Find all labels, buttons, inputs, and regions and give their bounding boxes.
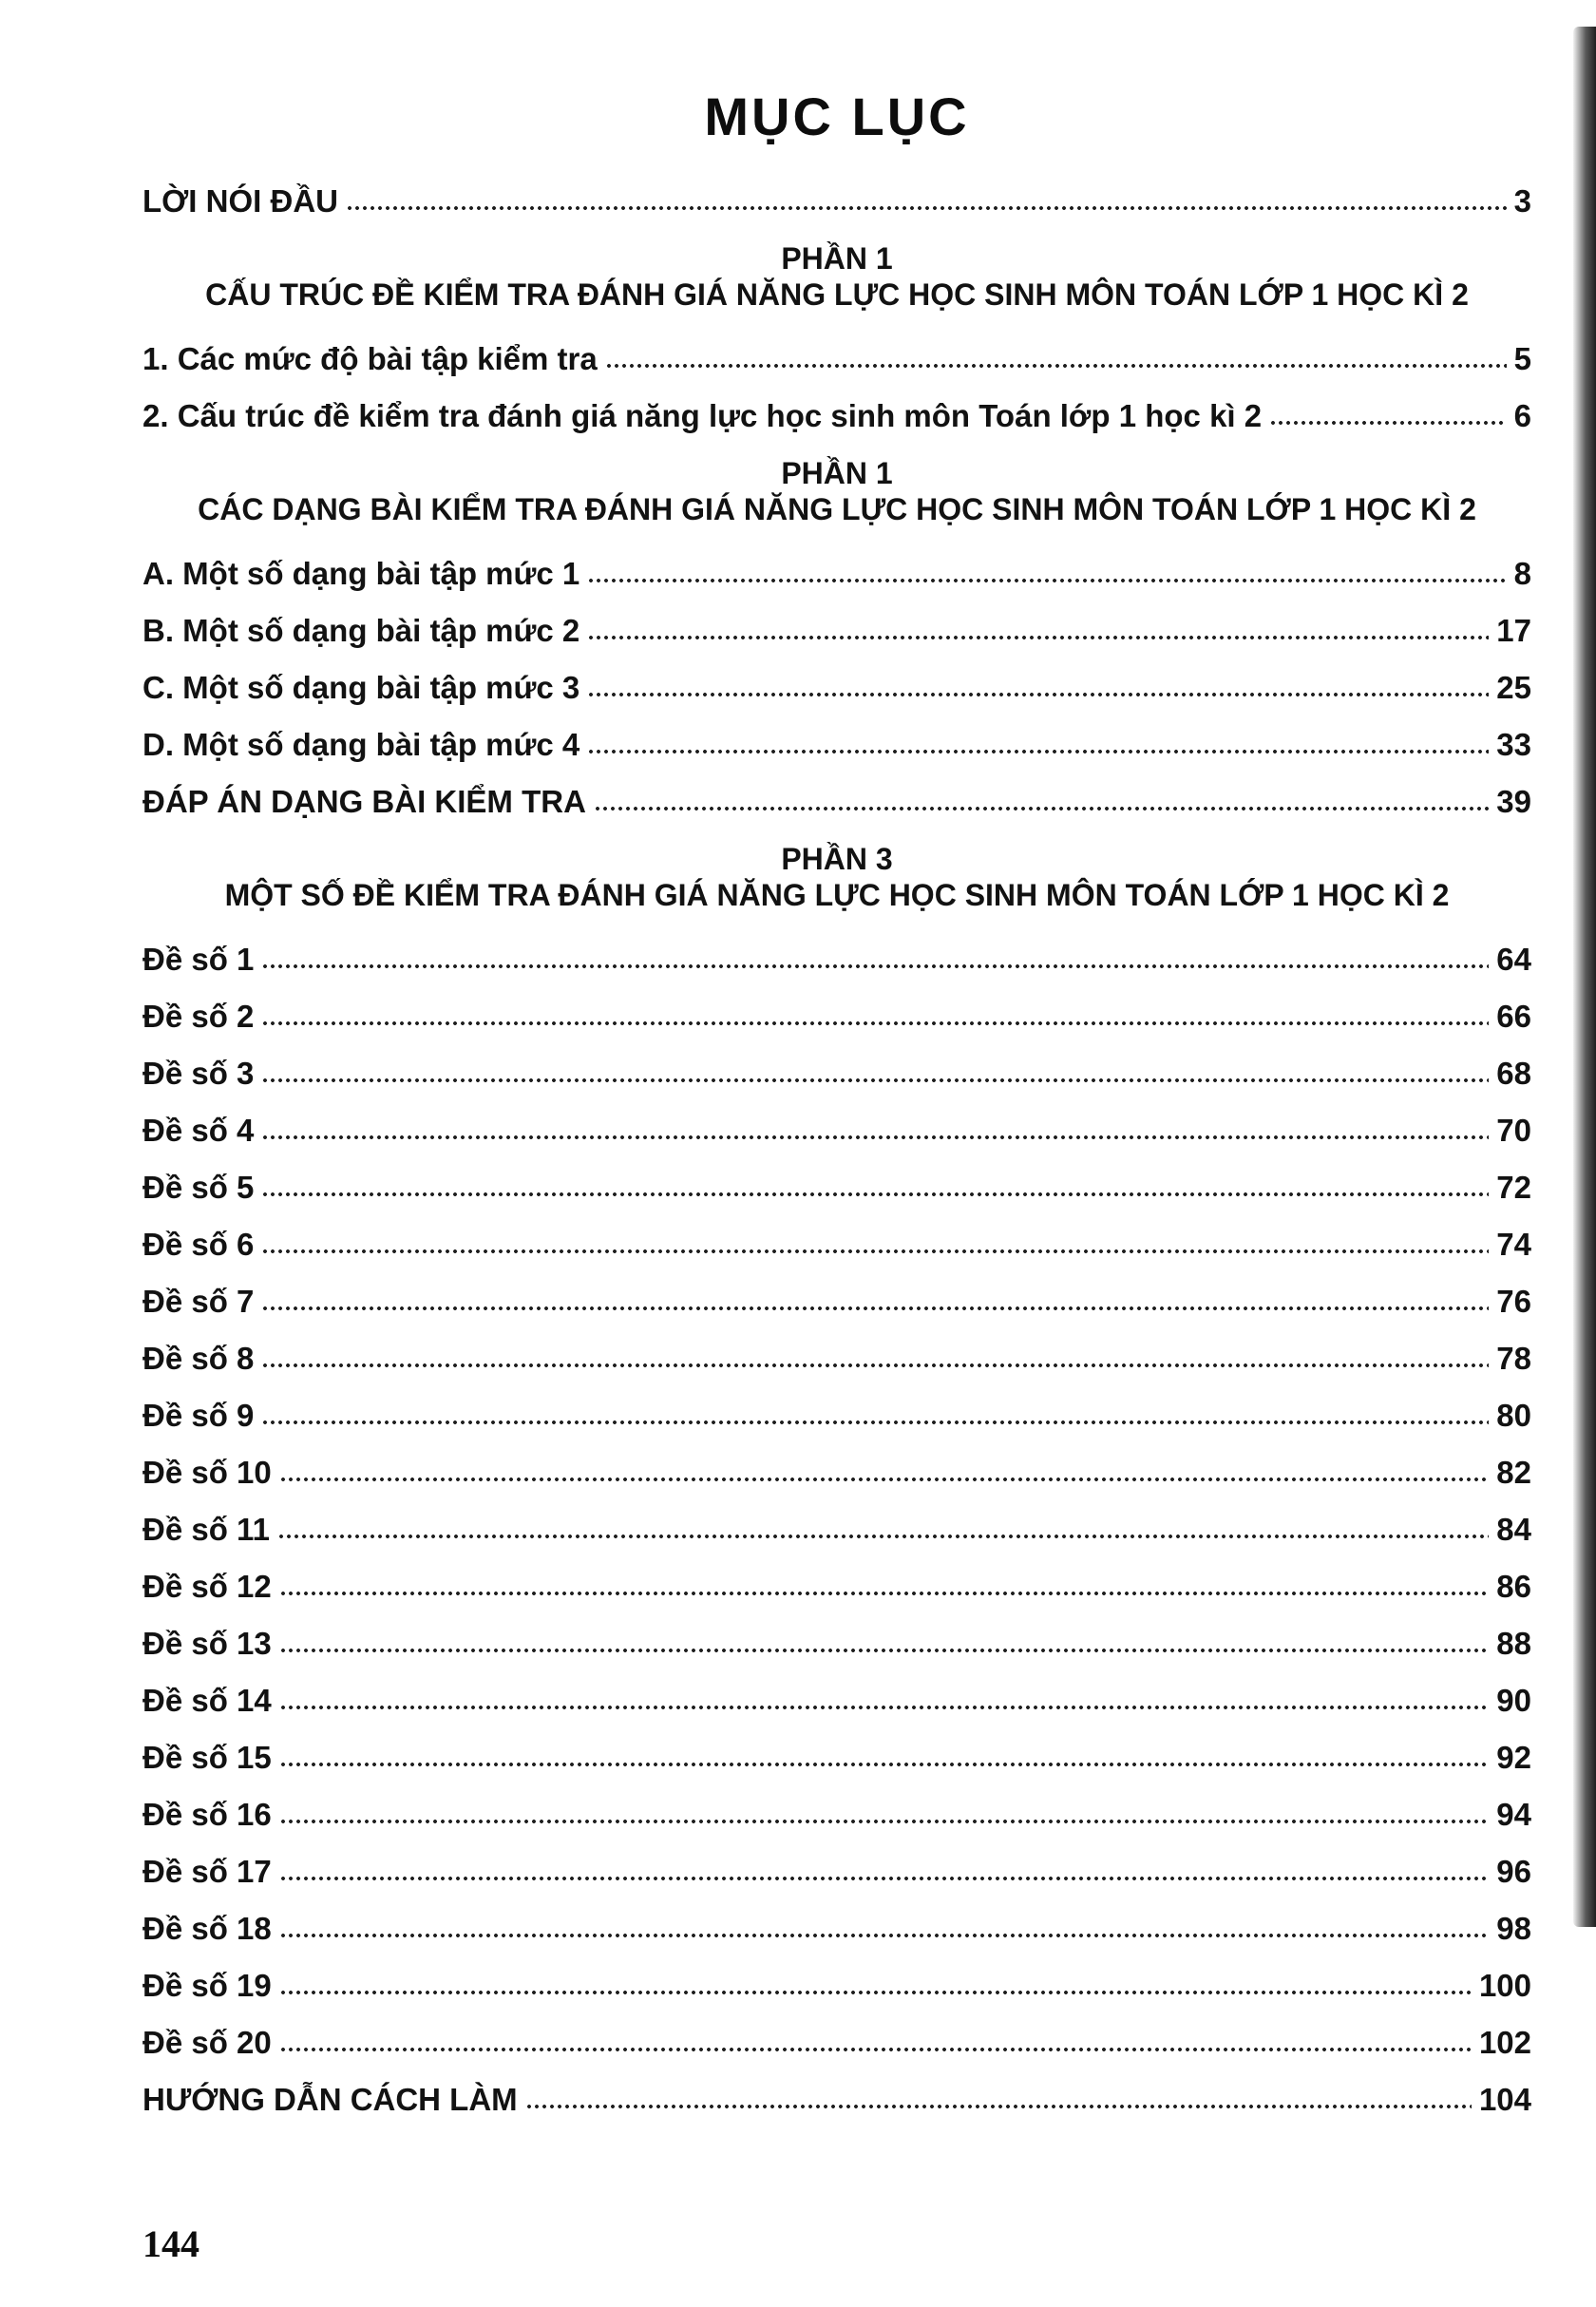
toc-entry-page: 82 xyxy=(1496,1455,1531,1490)
dotted-leader xyxy=(279,1874,1490,1883)
toc-entry-label: Đề số 3 xyxy=(142,1056,255,1091)
toc-entry-label: A. Một số dạng bài tập mức 1 xyxy=(142,556,580,591)
dotted-leader xyxy=(261,1019,1489,1028)
section-header xyxy=(142,240,1531,313)
toc-entry-label: Đề số 8 xyxy=(142,1341,255,1376)
toc-entry-label: Đề số 9 xyxy=(142,1398,255,1433)
toc-entry xyxy=(142,999,1531,1035)
dotted-leader xyxy=(261,1418,1489,1427)
dotted-leader xyxy=(587,576,1506,585)
toc-entry-page: 102 xyxy=(1478,2025,1531,2060)
dotted-leader xyxy=(261,1076,1489,1085)
scan-edge-artifact xyxy=(1573,27,1596,1927)
dotted-leader xyxy=(261,1361,1489,1370)
toc-entry xyxy=(142,2082,1531,2118)
toc-entry xyxy=(142,1911,1531,1947)
toc-entry-page: 3 xyxy=(1513,183,1531,219)
dotted-leader xyxy=(279,2045,1472,2054)
toc-entry-page: 80 xyxy=(1496,1398,1531,1433)
toc-entry-label: Đề số 1 xyxy=(142,942,255,977)
dotted-leader xyxy=(261,962,1489,971)
section-header xyxy=(142,455,1531,527)
toc-entry-page: 70 xyxy=(1496,1113,1531,1148)
section-part-label: PHẦN 1 xyxy=(781,241,893,276)
toc-entry-page: 74 xyxy=(1496,1227,1531,1262)
toc-entry-label: ĐÁP ÁN DẠNG BÀI KIỂM TRA xyxy=(142,784,586,819)
toc-entry-page: 6 xyxy=(1513,398,1531,433)
dotted-leader xyxy=(587,747,1489,756)
dotted-leader xyxy=(594,804,1489,813)
dotted-leader xyxy=(261,1133,1489,1142)
toc-entry xyxy=(142,1968,1531,2004)
dotted-leader xyxy=(261,1190,1489,1199)
toc-entry-page: 17 xyxy=(1496,613,1531,648)
toc-entry-label: Đề số 20 xyxy=(142,2025,272,2060)
toc-entry-label: 1. Các mức độ bài tập kiểm tra xyxy=(142,341,598,376)
dotted-leader xyxy=(279,1988,1472,1997)
toc-entry xyxy=(142,1569,1531,1605)
toc-entry xyxy=(142,1227,1531,1263)
dotted-leader xyxy=(279,1646,1490,1655)
toc-entry xyxy=(142,556,1531,592)
toc-entry xyxy=(142,341,1531,377)
toc-entry-page: 72 xyxy=(1496,1170,1531,1205)
dotted-leader xyxy=(261,1304,1489,1313)
toc-entry-label: Đề số 7 xyxy=(142,1284,255,1319)
dotted-leader xyxy=(605,361,1507,371)
toc-entry-page: 86 xyxy=(1496,1569,1531,1604)
toc-entry-page: 92 xyxy=(1496,1740,1531,1775)
dotted-leader xyxy=(1269,418,1507,428)
toc-entry-page: 64 xyxy=(1496,942,1531,977)
toc-entry-label: Đề số 6 xyxy=(142,1227,255,1262)
toc-entry-page: 94 xyxy=(1496,1797,1531,1832)
toc-entry-label: Đề số 12 xyxy=(142,1569,272,1604)
toc-entry-label: Đề số 4 xyxy=(142,1113,255,1148)
toc-entry-page: 68 xyxy=(1496,1056,1531,1091)
toc-entry xyxy=(142,670,1531,706)
section-title: CÁC DẠNG BÀI KIỂM TRA ĐÁNH GIÁ NĂNG LỰC HỌC SINH MÔN TOÁN LỚP 1 HỌC KÌ 2 xyxy=(198,492,1476,526)
toc-entry-label: LỜI NÓI ĐẦU xyxy=(142,183,338,219)
dotted-leader xyxy=(525,2102,1472,2111)
page-title: MỤC LỤC xyxy=(704,86,970,146)
dotted-leader xyxy=(279,1475,1490,1484)
dotted-leader xyxy=(279,1817,1490,1826)
toc-entry xyxy=(142,1512,1531,1548)
dotted-leader xyxy=(587,633,1489,642)
toc-entry-label: Đề số 14 xyxy=(142,1683,272,1718)
toc-entry xyxy=(142,1626,1531,1662)
toc-entry-label: Đề số 19 xyxy=(142,1968,272,2003)
toc-entry-label: D. Một số dạng bài tập mức 4 xyxy=(142,727,580,762)
toc-entry-page: 76 xyxy=(1496,1284,1531,1319)
toc-entry-page: 90 xyxy=(1496,1683,1531,1718)
dotted-leader xyxy=(587,690,1489,699)
toc-entry xyxy=(142,784,1531,820)
toc-entry-page: 84 xyxy=(1496,1512,1531,1547)
section-part-label: PHẦN 3 xyxy=(781,842,893,876)
toc-entry xyxy=(142,1170,1531,1206)
dotted-leader xyxy=(277,1532,1489,1541)
toc-entry-page: 5 xyxy=(1513,341,1531,376)
dotted-leader xyxy=(279,1760,1490,1769)
toc-entry-label: Đề số 18 xyxy=(142,1911,272,1946)
toc-entry xyxy=(142,1455,1531,1491)
toc-entry-page: 78 xyxy=(1496,1341,1531,1376)
toc-entry xyxy=(142,2025,1531,2061)
toc-entry-label: Đề số 17 xyxy=(142,1854,272,1889)
toc-entry-label: Đề số 5 xyxy=(142,1170,255,1205)
toc-entry xyxy=(142,1398,1531,1434)
dotted-leader xyxy=(261,1247,1489,1256)
toc-entry xyxy=(142,727,1531,763)
toc-entry-page: 66 xyxy=(1496,999,1531,1034)
toc-entry xyxy=(142,1797,1531,1833)
toc-entry xyxy=(142,1854,1531,1890)
toc-entry-page: 104 xyxy=(1478,2082,1531,2117)
toc-entry-page: 98 xyxy=(1496,1911,1531,1946)
toc-entry xyxy=(142,613,1531,649)
toc-entry-page: 96 xyxy=(1496,1854,1531,1889)
section-title: MỘT SỐ ĐỀ KIỂM TRA ĐÁNH GIÁ NĂNG LỰC HỌC SINH MÔN TOÁN LỚP 1 HỌC KÌ 2 xyxy=(224,878,1450,912)
toc-entry-page: 33 xyxy=(1496,727,1531,762)
toc-list xyxy=(142,183,1531,2118)
page-number-footer: 144 xyxy=(142,2222,200,2265)
toc-entry-page: 100 xyxy=(1478,1968,1531,2003)
toc-entry xyxy=(142,1113,1531,1149)
toc-entry xyxy=(142,398,1531,434)
toc-entry-label: Đề số 11 xyxy=(142,1512,270,1547)
dotted-leader xyxy=(346,203,1507,213)
toc-entry xyxy=(142,1284,1531,1320)
toc-entry-page: 88 xyxy=(1496,1626,1531,1661)
toc-entry-label: Đề số 10 xyxy=(142,1455,272,1490)
toc-entry-label: Đề số 16 xyxy=(142,1797,272,1832)
toc-entry-label: HƯỚNG DẪN CÁCH LÀM xyxy=(142,2082,518,2117)
dotted-leader xyxy=(279,1589,1490,1598)
toc-entry xyxy=(142,1056,1531,1092)
section-header xyxy=(142,841,1531,913)
toc-entry-page: 39 xyxy=(1496,784,1531,819)
dotted-leader xyxy=(279,1703,1490,1712)
dotted-leader xyxy=(279,1931,1490,1940)
toc-entry xyxy=(142,1740,1531,1776)
toc-entry-page: 8 xyxy=(1513,556,1531,591)
toc-entry-page: 25 xyxy=(1496,670,1531,705)
toc-entry xyxy=(142,942,1531,978)
toc-entry-label: B. Một số dạng bài tập mức 2 xyxy=(142,613,580,648)
section-title: CẤU TRÚC ĐỀ KIỂM TRA ĐÁNH GIÁ NĂNG LỰC HỌC SINH MÔN TOÁN LỚP 1 HỌC KÌ 2 xyxy=(205,277,1469,312)
toc-entry-label: Đề số 13 xyxy=(142,1626,272,1661)
toc-entry xyxy=(142,1683,1531,1719)
toc-entry xyxy=(142,1341,1531,1377)
toc-entry xyxy=(142,183,1531,219)
toc-entry-label: C. Một số dạng bài tập mức 3 xyxy=(142,670,580,705)
toc-entry-label: Đề số 2 xyxy=(142,999,255,1034)
toc-entry-label: 2. Cấu trúc đề kiểm tra đánh giá năng lực học sinh môn Toán lớp 1 học kì 2 xyxy=(142,398,1263,433)
section-part-label: PHẦN 1 xyxy=(781,456,893,490)
toc-entry-label: Đề số 15 xyxy=(142,1740,272,1775)
